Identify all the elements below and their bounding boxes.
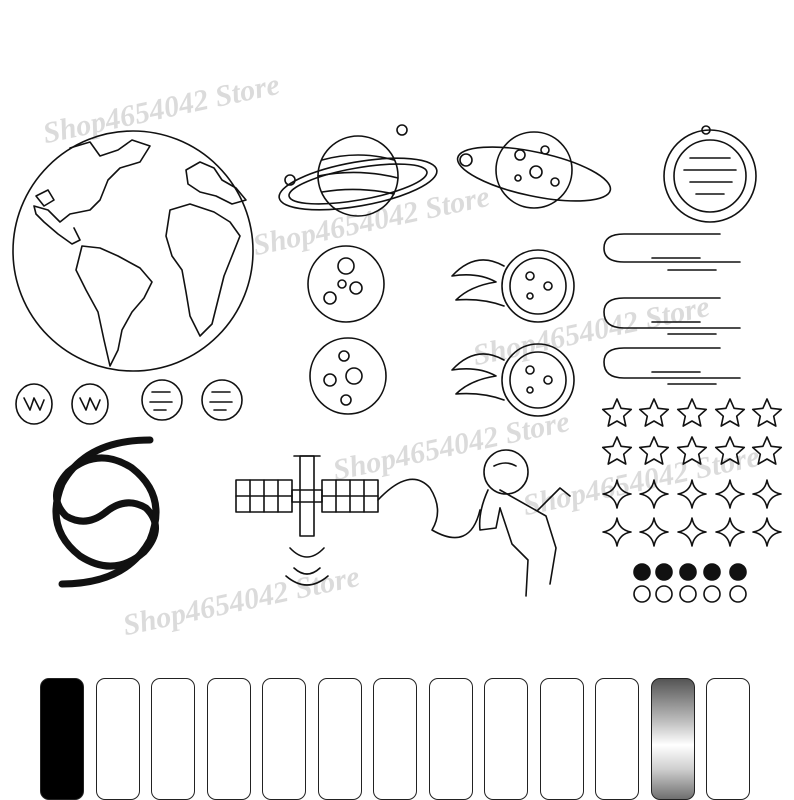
color-swatch — [207, 678, 251, 800]
sparkles-icon — [603, 480, 781, 546]
dots-icon — [634, 564, 746, 602]
moon-icon — [310, 338, 386, 414]
filled-dot — [634, 564, 650, 580]
star-icon — [640, 437, 669, 464]
color-palette — [40, 678, 750, 794]
filled-dot — [656, 564, 672, 580]
color-swatch — [540, 678, 584, 800]
watermark-2: Shop4654042 Store — [250, 179, 493, 263]
sparkle-icon — [678, 518, 706, 546]
star-icon — [640, 399, 669, 426]
star-icon — [716, 437, 745, 464]
filled-dot — [704, 564, 720, 580]
color-swatch — [706, 678, 750, 800]
stars-icon — [603, 399, 782, 464]
comet-icon — [452, 344, 574, 416]
earth-globe-icon — [13, 131, 253, 371]
sparkle-icon — [753, 480, 781, 508]
star-icon — [603, 437, 632, 464]
color-swatch — [429, 678, 473, 800]
sparkle-icon — [603, 518, 631, 546]
hollow-dot — [680, 586, 696, 602]
hollow-dot — [634, 586, 650, 602]
sparkle-icon — [678, 480, 706, 508]
star-icon — [753, 437, 782, 464]
filled-dot — [730, 564, 746, 580]
sparkle-icon — [603, 480, 631, 508]
watermark-4: Shop4654042 Store — [120, 559, 363, 643]
color-swatch — [151, 678, 195, 800]
watermark-6: Shop4654042 Store — [470, 289, 713, 373]
small-planet-icon — [16, 384, 52, 424]
color-swatch — [96, 678, 140, 800]
filled-dot — [680, 564, 696, 580]
hollow-dot — [656, 586, 672, 602]
color-swatch — [484, 678, 528, 800]
color-swatch — [262, 678, 306, 800]
sparkle-icon — [716, 518, 744, 546]
star-icon — [678, 437, 707, 464]
hollow-dot — [704, 586, 720, 602]
star-icon — [678, 399, 707, 426]
ringed-planet-icon — [275, 125, 440, 220]
small-planet-icon — [202, 380, 242, 420]
watermark-5: Shop4654042 Store — [520, 439, 763, 523]
hollow-dot — [730, 586, 746, 602]
star-icon — [716, 399, 745, 426]
color-swatch — [318, 678, 362, 800]
speed-lines-icon — [604, 234, 740, 384]
sparkle-icon — [716, 480, 744, 508]
color-swatch — [595, 678, 639, 800]
small-planet-icon — [72, 384, 108, 424]
color-swatch — [651, 678, 695, 800]
cratered-ringed-planet-icon — [453, 132, 615, 212]
sparkle-icon — [753, 518, 781, 546]
moon-icon — [308, 246, 384, 322]
watermark-1: Shop4654042 Store — [40, 67, 283, 151]
color-swatch — [373, 678, 417, 800]
watermark-3: Shop4654042 Store — [330, 404, 573, 488]
sparkle-icon — [640, 518, 668, 546]
spiral-galaxy-icon — [56, 440, 156, 584]
small-planet-icon — [142, 380, 182, 420]
astronaut-icon — [480, 450, 570, 596]
striped-planet-icon — [664, 126, 756, 222]
star-icon — [603, 399, 632, 426]
star-icon — [753, 399, 782, 426]
satellite-icon — [236, 456, 480, 585]
color-swatch — [40, 678, 84, 800]
sparkle-icon — [640, 480, 668, 508]
comet-icon — [452, 250, 574, 322]
